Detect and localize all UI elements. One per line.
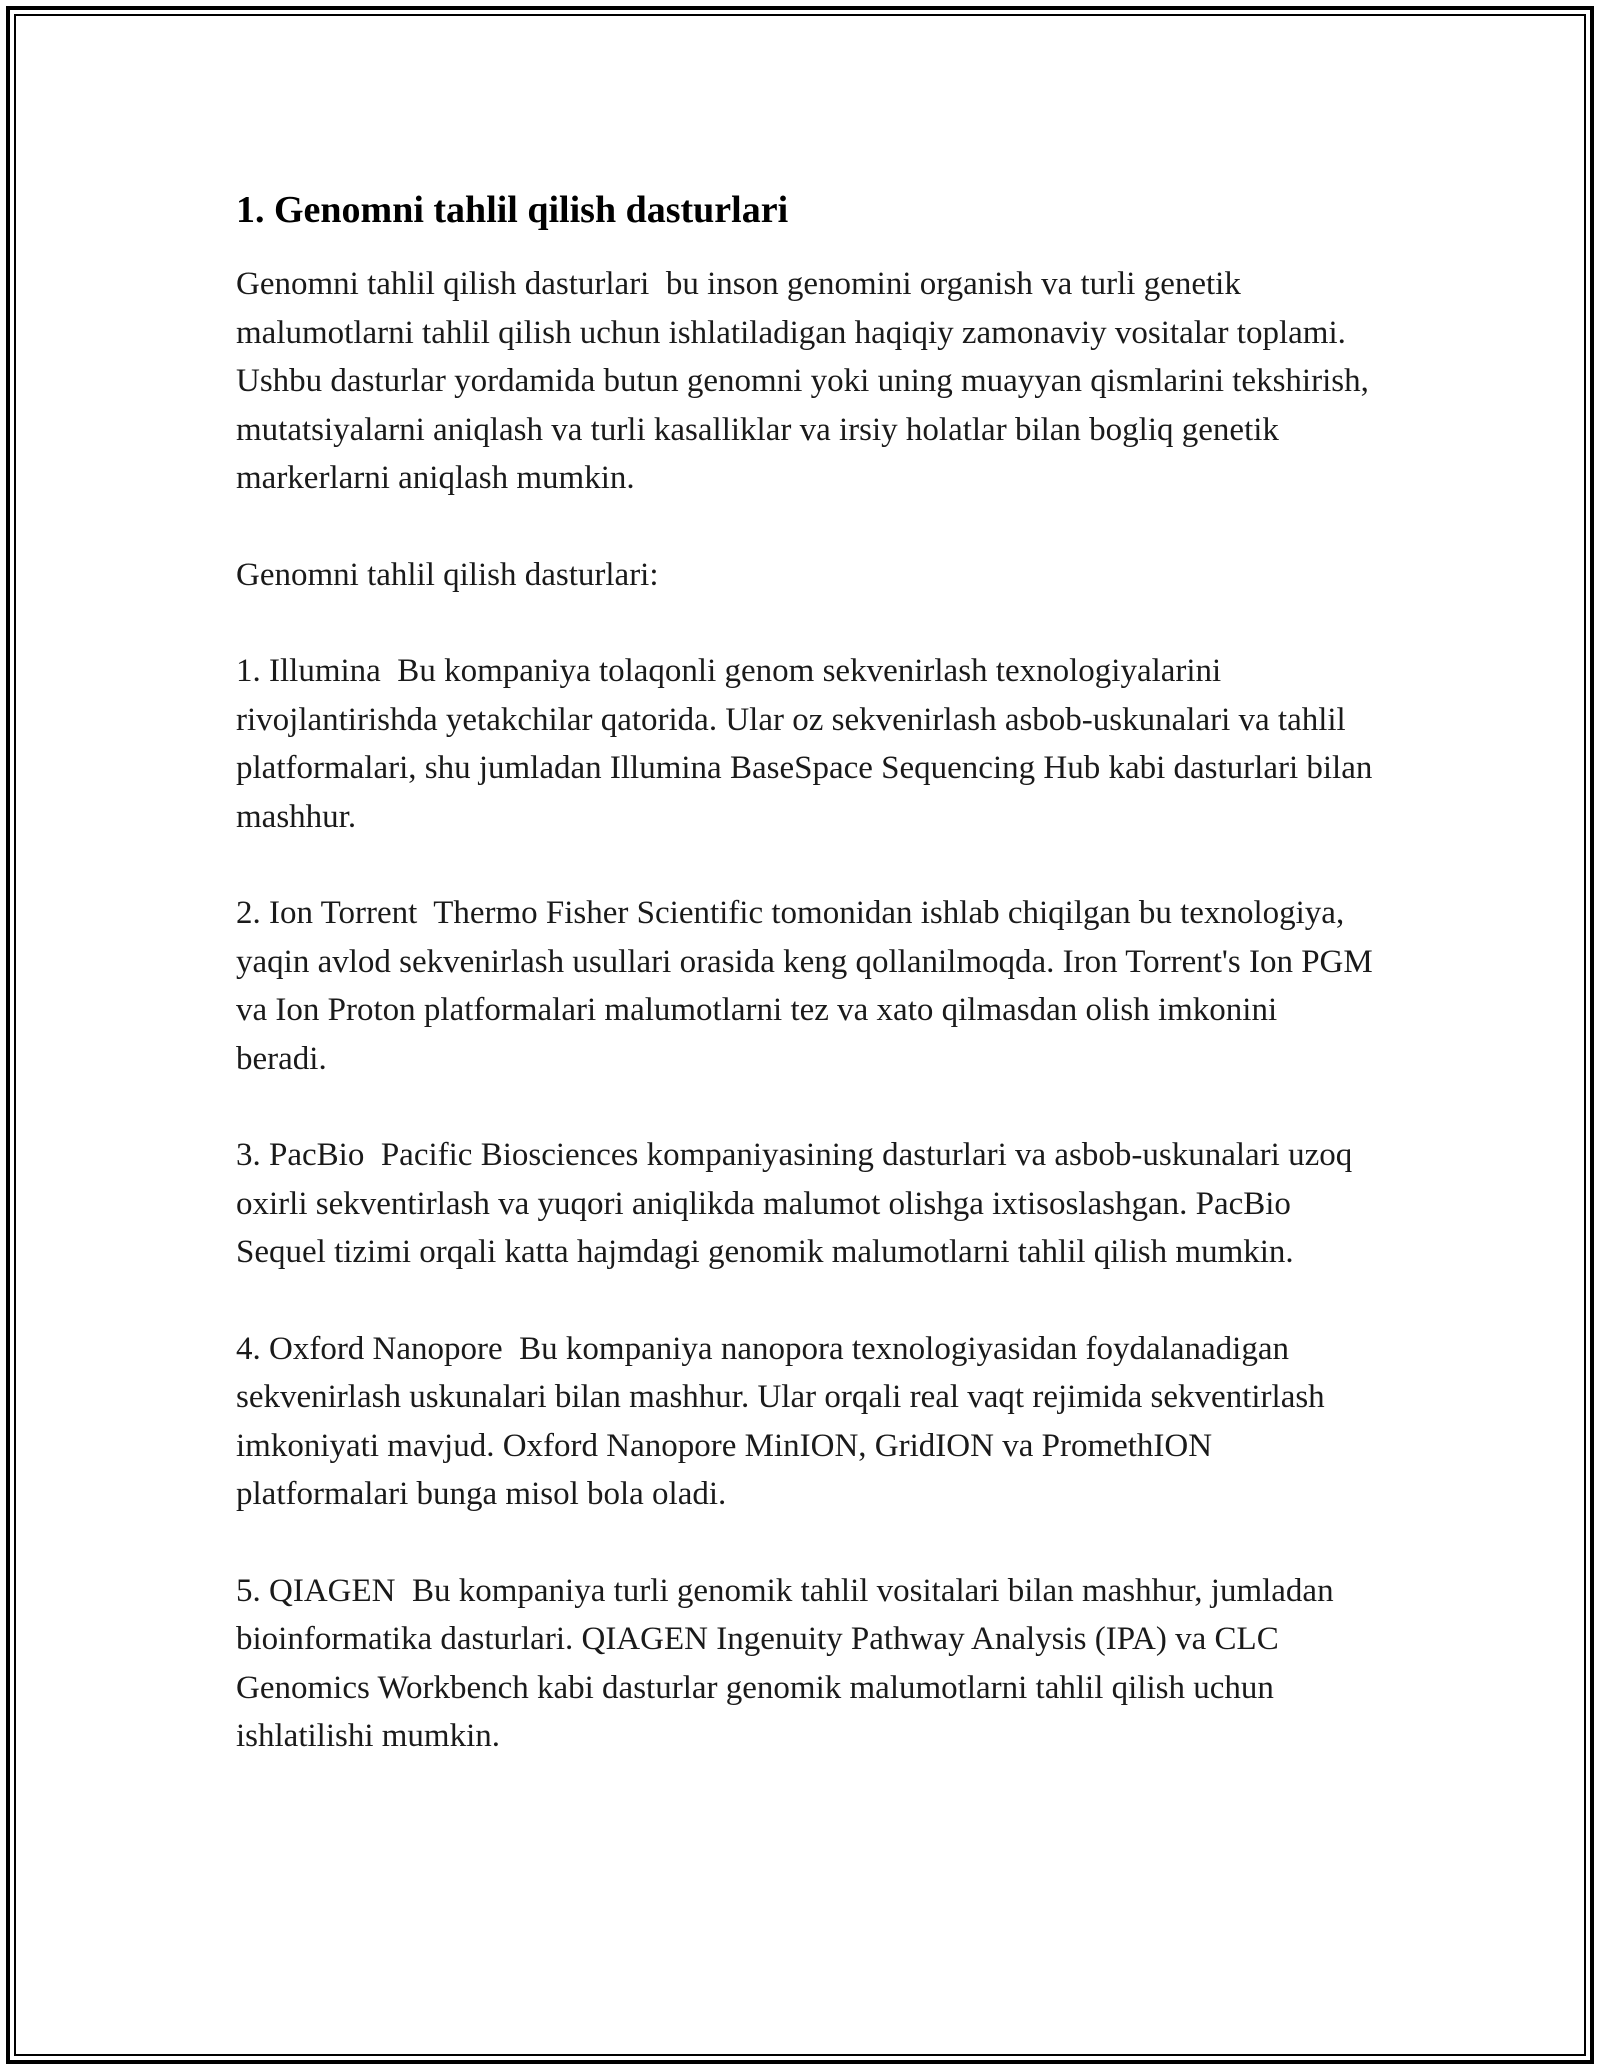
list-item-qiagen: 5. QIAGEN Bu kompaniya turli genomik tahlil vositalari bilan mashhur, jumladan bioinformatika dasturlari. QIAGEN Ingenuity Pathway Analysis (IPA) va CLC Genomics Workbench kabi dasturlar genomik malumotlarni tahlil qilish uchun ishlatilishi mumkin. (236, 1572, 1342, 1754)
document-body (236, 186, 1381, 1809)
section-heading: 1. Genomni tahlil qilish dasturlari (236, 189, 789, 231)
list-item-oxford-nanopore: 4. Oxford Nanopore Bu kompaniya nanopora texnologiyasidan foydalanadigan sekvenirlash uskunalari bilan mashhur. Ular orqali real vaqt rejimida sekventirlash imkoniyati mavjud. Oxford Nanopore MinION, GridION va PromethION platformalari bunga misol bola oladi. (236, 1330, 1333, 1512)
list-item-ion-torrent: 2. Ion Torrent Thermo Fisher Scientific tomonidan ishlab chiqilgan bu texnologiya, yaqin avlod sekvenirlash usullari orasida keng qollanilmoqda. Iron Torrent's Ion PGM va Ion Proton platformalari malumotlarni tez va xato qilmasdan olish imkonini beradi. (236, 895, 1381, 1077)
intro-paragraph: Genomni tahlil qilish dasturlari bu inson genomini organish va turli genetik malumotlarni tahlil qilish uchun ishlatiladigan haqiqiy zamonaviy vositalar toplami. Ushbu dasturlar yordamida butun genomni yoki uning muayyan qismlarini tekshirish, mutatsiyalarni aniqlash va turli kasalliklar va irsiy holatlar bilan bogliq genetik markerlarni aniqlash mumkin. (236, 266, 1378, 496)
list-item-pacbio: 3. PacBio Pacific Biosciences kompaniyasining dasturlari va asbob-uskunalari uzoq oxirli sekventirlash va yuqori aniqlikda malumot olishga ixtisoslashgan. PacBio Sequel tizimi orqali katta hajmdagi genomik malumotlarni tahlil qilish mumkin. (236, 1137, 1361, 1270)
list-intro: Genomni tahlil qilish dasturlari: (236, 556, 659, 593)
list-item-illumina: 1. Illumina Bu kompaniya tolaqonli genom sekvenirlash texnologiyalarini rivojlantirishda yetakchilar qatorida. Ular oz sekvenirlash asbob-uskunalari va tahlil platformalari, shu jumladan Illumina BaseSpace Sequencing Hub kabi dasturlari bilan mashhur. (236, 653, 1381, 835)
